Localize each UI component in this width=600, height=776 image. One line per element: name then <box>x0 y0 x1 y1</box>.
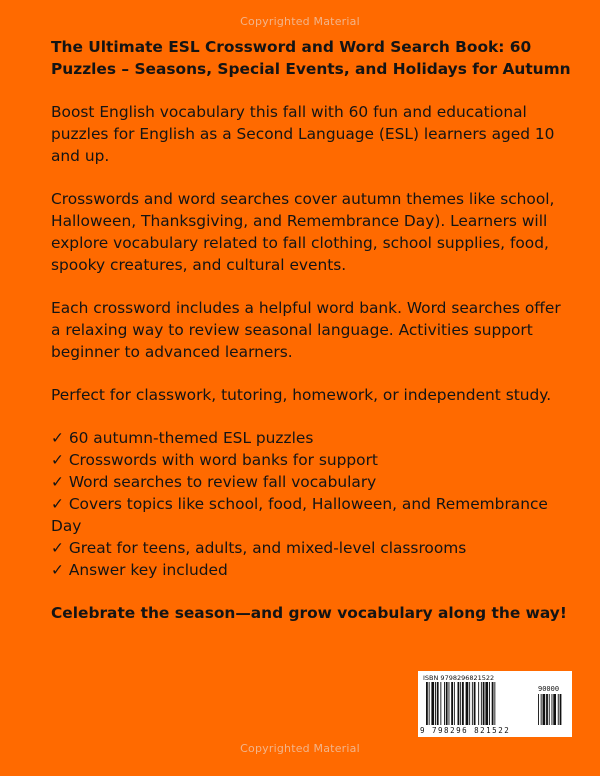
closing-line: Celebrate the season—and grow vocabulary along the way! <box>51 604 567 622</box>
checklist-item <box>51 493 571 537</box>
check-mark-icon: ✓ <box>51 495 64 513</box>
book-title: The Ultimate ESL Crossword and Word Search Book: 60 Puzzles – Seasons, Special Events, and Holidays for Autumn <box>51 38 571 78</box>
checklist-item-label: Answer key included <box>68 561 228 579</box>
isbn-barcode <box>418 671 572 737</box>
checklist-item <box>51 537 571 559</box>
check-mark-icon: ✓ <box>51 561 64 579</box>
checklist-item <box>51 471 571 493</box>
feature-checklist <box>51 427 571 581</box>
back-cover-text <box>51 36 571 639</box>
isbn-label: ISBN 9798296821522 <box>423 674 495 682</box>
paragraph-features: Each crossword includes a helpful word bank. Word searches offer a relaxing way to review seasonal language. Activities support beginner to advanced learners. <box>51 299 561 361</box>
checklist-item-label: Crosswords with word banks for support <box>68 451 378 469</box>
checklist-item <box>51 427 571 449</box>
paragraph-themes: Crosswords and word searches cover autumn themes like school, Halloween, Thanksgiving, and Remembrance Day). Learners will explore vocabulary related to fall clothing, school supplies, food, spooky creatures, and cultural events. <box>51 190 555 274</box>
paragraph-intro: Boost English vocabulary this fall with 60 fun and educational puzzles for English as a Second Language (ESL) learners aged 10 and up. <box>51 103 555 165</box>
checklist-item-label: Covers topics like school, food, Halloween, and Remembrance Day <box>51 495 548 535</box>
checklist-item-label: 60 autumn-themed ESL puzzles <box>68 429 314 447</box>
ean-digits: 9 798296 821522 <box>420 726 511 735</box>
checklist-item <box>51 449 571 471</box>
paragraph-usage: Perfect for classwork, tutoring, homework, or independent study. <box>51 386 552 404</box>
check-mark-icon: ✓ <box>51 473 64 491</box>
checklist-item <box>51 559 571 581</box>
checklist-item-label: Word searches to review fall vocabulary <box>68 473 377 491</box>
check-mark-icon: ✓ <box>51 429 64 447</box>
check-mark-icon: ✓ <box>51 451 64 469</box>
watermark-top: Copyrighted Material <box>240 15 360 28</box>
check-mark-icon: ✓ <box>51 539 64 557</box>
watermark-bottom: Copyrighted Material <box>240 742 360 755</box>
price-code: 90000 <box>538 685 560 693</box>
checklist-item-label: Great for teens, adults, and mixed-level classrooms <box>68 539 467 557</box>
